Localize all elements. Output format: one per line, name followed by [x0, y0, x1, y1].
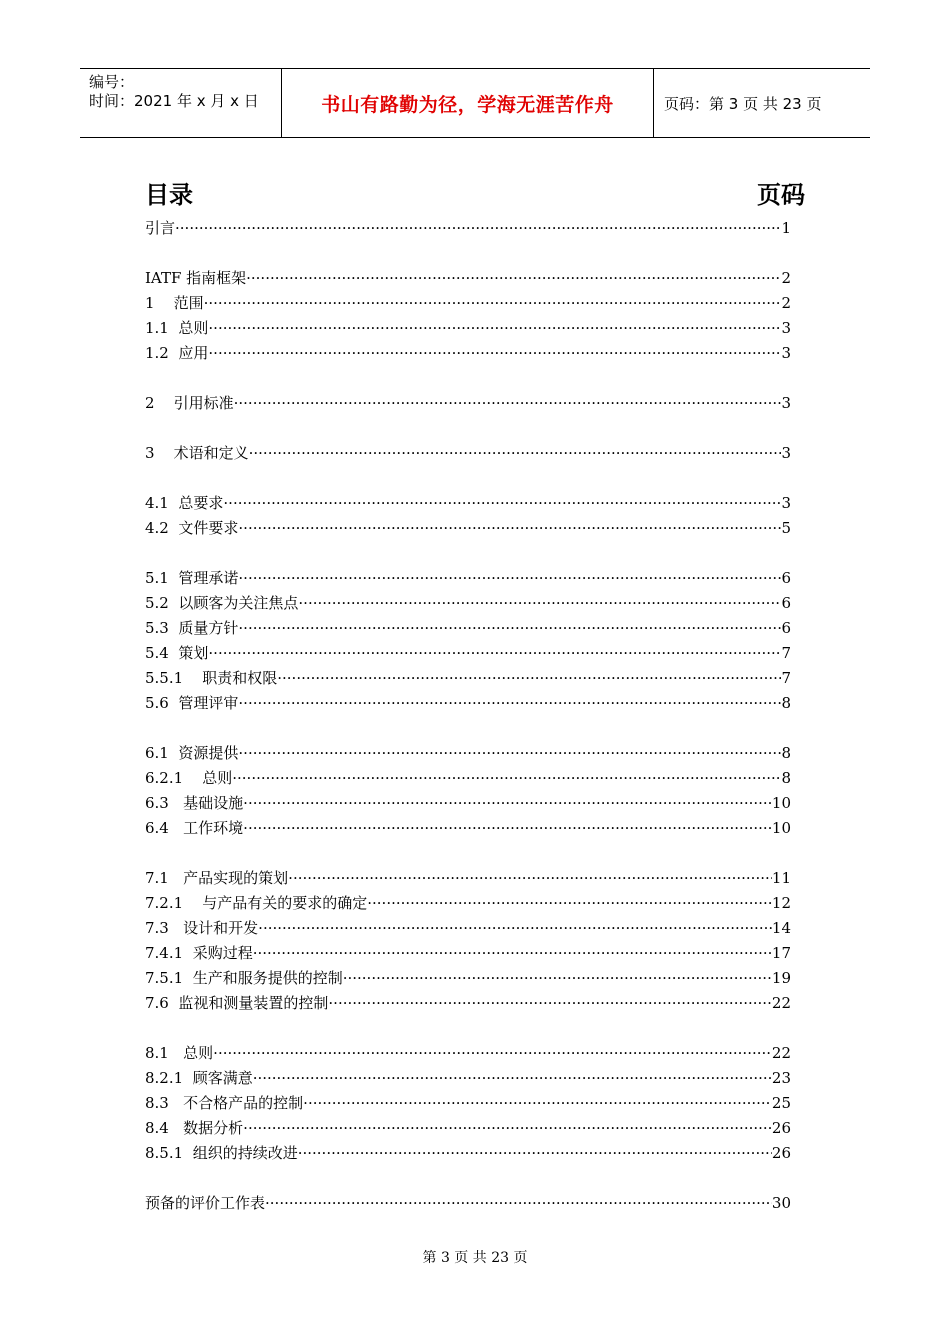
toc-entry[interactable]: [145, 442, 791, 464]
toc-entry-page: 10: [771, 794, 791, 812]
toc-entry-page: 11: [771, 869, 791, 887]
toc-entry[interactable]: [145, 517, 791, 539]
toc-entry-label: 8.5.1 组织的持续改进: [145, 1144, 298, 1162]
toc-entry-leader: [243, 1117, 772, 1139]
toc-entry-page: 2: [781, 269, 791, 287]
toc-entry-page: 3: [781, 394, 791, 412]
toc-entry-page: 1: [781, 219, 791, 237]
toc-entry-label: 6.3 基础设施: [145, 794, 244, 812]
toc-entry[interactable]: [145, 317, 791, 339]
toc-entry[interactable]: [145, 392, 791, 414]
toc-entry-label: 7.1 产品实现的策划: [145, 869, 289, 887]
toc-entry-leader: [243, 817, 772, 839]
toc-heading: [145, 175, 805, 209]
toc-entry-label: 7.4.1 采购过程: [145, 944, 253, 962]
toc-entry-page: 7: [781, 644, 791, 662]
toc-entry[interactable]: [145, 1092, 791, 1114]
toc-entry-label: 4.1 总要求: [145, 494, 224, 512]
toc-entry-label: 7.6 监视和测量装置的控制: [145, 994, 329, 1012]
header-meta: [80, 69, 282, 137]
toc-entry[interactable]: [145, 292, 791, 314]
toc-entry-label: 6.2.1 总则: [145, 769, 233, 787]
toc-entry-leader: [258, 917, 772, 939]
toc-entry-label: 引言: [145, 219, 176, 237]
toc-entry-page: 30: [771, 1194, 791, 1212]
toc-entry-label: 8.4 数据分析: [145, 1119, 244, 1137]
header-motto: 书山有路勤为径，学海无涯苦作舟: [282, 69, 654, 137]
toc-entry-page: 6: [781, 619, 791, 637]
toc-entry-page: 26: [771, 1119, 791, 1137]
toc-entry[interactable]: [145, 817, 791, 839]
toc-entry-leader: [328, 992, 772, 1014]
toc-entry-label: 2 引用标准: [145, 394, 234, 412]
toc-entry-leader: [175, 217, 781, 239]
toc-entry-leader: [288, 867, 772, 889]
toc-entry-page: 17: [771, 944, 791, 962]
toc-entry-label: 5.1 管理承诺: [145, 569, 239, 587]
toc-entry[interactable]: [145, 667, 791, 689]
toc-entry[interactable]: [145, 792, 791, 814]
page-footer: 第 3 页 共 23 页: [422, 1250, 528, 1266]
toc-entry-page: 12: [771, 894, 791, 912]
toc-entry-leader: [249, 442, 782, 464]
toc-entry-page: 8: [781, 744, 791, 762]
toc-entry[interactable]: [145, 867, 791, 889]
toc-entry-label: 1.2 应用: [145, 344, 209, 362]
toc-entry-label: 4.2 文件要求: [145, 519, 239, 537]
toc-entry[interactable]: [145, 942, 791, 964]
toc-entry-leader: [298, 592, 781, 614]
toc-entry[interactable]: [145, 592, 791, 614]
toc-entry-page: 8: [781, 694, 791, 712]
toc-entry[interactable]: [145, 742, 791, 764]
toc-entry-page: 5: [781, 519, 791, 537]
toc-entry[interactable]: [145, 892, 791, 914]
toc-entry-page: 26: [771, 1144, 791, 1162]
toc-entry-leader: [208, 342, 781, 364]
toc-page-column-title: 页码: [757, 181, 805, 209]
toc-entry-label: 7.2.1 与产品有关的要求的确定: [145, 894, 368, 912]
toc-entry-page: 3: [781, 319, 791, 337]
toc-entry-label: 6.4 工作环境: [145, 819, 244, 837]
toc-entry-page: 19: [771, 969, 791, 987]
toc-entry-label: 5.5.1 职责和权限: [145, 669, 278, 687]
toc-entry-page: 7: [781, 669, 791, 687]
toc-entry-leader: [265, 1192, 772, 1214]
toc-entry[interactable]: [145, 1142, 791, 1164]
toc-entry-label: 8.1 总则: [145, 1044, 214, 1062]
toc-entry-label: 8.3 不合格产品的控制: [145, 1094, 304, 1112]
toc-entry[interactable]: [145, 617, 791, 639]
toc-entry-label: 6.1 资源提供: [145, 744, 239, 762]
toc-entry-label: 3 术语和定义: [145, 444, 249, 462]
toc-entry[interactable]: [145, 992, 791, 1014]
toc-entry[interactable]: [145, 217, 791, 239]
toc-entry-page: 8: [781, 769, 791, 787]
toc-entry-page: 3: [781, 444, 791, 462]
toc-entry[interactable]: [145, 267, 791, 289]
toc-entry-label: 5.6 管理评审: [145, 694, 239, 712]
toc-entry-leader: [246, 267, 781, 289]
toc-title: 目录: [145, 181, 193, 209]
toc-entry-leader: [243, 792, 772, 814]
toc-entry-page: 14: [771, 919, 791, 937]
toc-entry-leader: [223, 492, 781, 514]
toc-entry-label: 8.2.1 顾客满意: [145, 1069, 253, 1087]
toc-entry-page: 25: [771, 1094, 791, 1112]
toc-entry-page: 3: [781, 494, 791, 512]
toc-entry-page: 22: [771, 994, 791, 1012]
toc-entry-page: 6: [781, 594, 791, 612]
toc-entry[interactable]: [145, 642, 791, 664]
document-number-label: 编号：: [89, 73, 135, 91]
toc-entry[interactable]: [145, 967, 791, 989]
toc-entry-label: 5.4 策划: [145, 644, 209, 662]
toc-entry[interactable]: [145, 567, 791, 589]
toc-entry-page: 6: [781, 569, 791, 587]
toc-entry-label: IATF 指南框架: [145, 269, 247, 287]
toc-entry-page: 3: [781, 344, 791, 362]
toc-entry-leader: [234, 392, 782, 414]
document-time-label: 时间：2021 年 x 月 x 日: [89, 92, 259, 110]
toc-entry[interactable]: [145, 692, 791, 714]
toc-entry-label: 7.3 设计和开发: [145, 919, 259, 937]
toc-entry-leader: [238, 692, 781, 714]
toc-entry-page: 10: [771, 819, 791, 837]
toc-entry[interactable]: [145, 1042, 791, 1064]
toc-entry-leader: [213, 1042, 772, 1064]
toc-entry-leader: [367, 892, 772, 914]
toc-entry-leader: [208, 317, 781, 339]
page-header: [80, 68, 870, 138]
toc-entry-leader: [232, 767, 781, 789]
toc-entry-leader: [204, 292, 782, 314]
toc-entry[interactable]: [145, 342, 791, 364]
toc-entry-leader: [277, 667, 781, 689]
toc-entry[interactable]: [145, 767, 791, 789]
toc-entry-leader: [298, 1142, 772, 1164]
toc-entry-label: 5.3 质量方针: [145, 619, 239, 637]
toc-entry-page: 23: [771, 1069, 791, 1087]
toc-entry[interactable]: [145, 1067, 791, 1089]
toc-entry-label: 1 范围: [145, 294, 204, 312]
toc-entry[interactable]: [145, 492, 791, 514]
header-page-label: 页码：第 3 页 共 23 页: [664, 94, 822, 113]
toc-entry-label: 1.1 总则: [145, 319, 209, 337]
toc-entry[interactable]: [145, 1192, 791, 1214]
toc-entry[interactable]: [145, 917, 791, 939]
toc-entry-leader: [238, 567, 781, 589]
toc-entry-page: 2: [781, 294, 791, 312]
toc-entry-leader: [238, 617, 781, 639]
toc-entry-leader: [253, 942, 772, 964]
toc-entry-leader: [238, 742, 781, 764]
toc-entry[interactable]: [145, 1117, 791, 1139]
toc-entry-leader: [343, 967, 772, 989]
toc-entry-page: 22: [771, 1044, 791, 1062]
toc-entry-label: 5.2 以顾客为关注焦点: [145, 594, 299, 612]
toc-entry-leader: [303, 1092, 772, 1114]
toc-entry-leader: [208, 642, 781, 664]
toc-entry-label: 7.5.1 生产和服务提供的控制: [145, 969, 343, 987]
toc-entry-leader: [253, 1067, 772, 1089]
toc-entry-leader: [238, 517, 781, 539]
toc-entry-label: 预备的评价工作表: [145, 1194, 266, 1212]
